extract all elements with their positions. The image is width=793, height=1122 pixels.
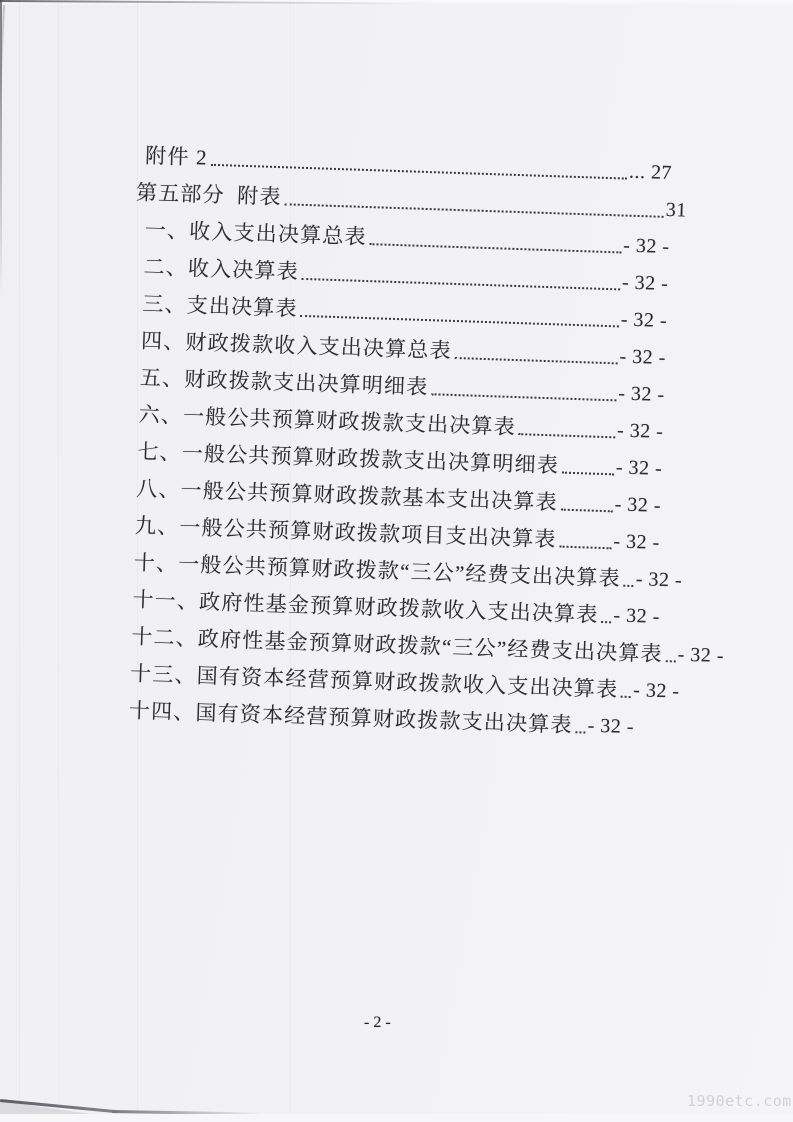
toc-entry-label: 六、一般公共预算财政拨款支出决算表 [138,402,517,440]
dot-leader [431,393,616,401]
toc-entry-page: - 32 - [613,604,661,628]
dot-leader [621,696,631,698]
toc-entry-label: 第五部分 附表 [135,180,283,210]
dot-leader [601,621,611,623]
toc-entry-page: - 32 - [615,456,663,480]
toc-entry-page: - 32 - [616,419,664,443]
toc-entry-label: 四、财政拨款收入支出决算总表 [140,328,453,363]
toc-entry-label: 十四、国有资本经营预算财政拨款支出决算表 [128,698,574,738]
toc-entry-page: - 32 - [617,382,666,406]
scan-vertical-crease [58,0,59,1122]
dot-leader [575,731,585,733]
toc-entry-label: 十三、国有资本经营预算财政拨款收入支出决算表 [129,661,619,702]
toc-entry-label: 八、一般公共预算财政拨款基本支出决算表 [135,476,559,515]
toc-entry-label: 七、一般公共预算财政拨款支出决算明细表 [137,439,560,478]
toc-entry-page: - 32 - [587,714,635,739]
dot-leader [455,357,618,364]
page-number: - 2 - [364,1014,391,1031]
toc-entry-page: - 32 - [622,234,670,259]
toc-entry-label: 三、支出决算表 [141,291,299,321]
toc-entry-label: 十二、政府性基金预算财政拨款“三公”经费支出决算表 [130,624,664,667]
toc-entry-page: 31 [665,198,688,222]
dot-leader [562,472,614,476]
dot-leader [519,433,615,438]
toc-entry-label: 二、收入决算表 [143,254,300,284]
dot-leader [559,546,611,550]
toc-entry-label: 附件 2 [144,143,209,170]
toc-entry-label: 五、财政拨款支出决算明细表 [139,365,429,400]
toc-entry-label: 十、一般公共预算财政拨款“三公”经费支出决算表 [133,550,622,591]
dot-leader [665,660,675,662]
toc-entry-label: 十一、政府性基金预算财政拨款收入支出决算表 [132,587,599,627]
dot-leader [561,509,613,513]
toc-entry-page: - 32 - [635,568,683,592]
toc-entry-page: - 32 - [632,679,680,703]
table-of-contents [107,134,725,744]
toc-entry-page: - 32 - [614,493,662,517]
toc-entry-page: ... 27 [628,160,673,185]
toc-entry-page: - 32 - [613,530,661,554]
toc-entry-page: - 32 - [621,271,669,296]
toc-entry-label: 一、收入支出决算总表 [144,217,368,249]
toc-entry-page: - 32 - [619,345,667,369]
toc-entry-page: - 32 - [677,643,725,668]
dot-leader [369,243,621,253]
scan-bottom-paper-edge [0,1114,793,1122]
site-watermark: 1990etc.com [687,1092,792,1110]
dot-leader [624,585,634,587]
toc-entry-label: 九、一般公共预算财政拨款项目支出决算表 [134,513,558,552]
toc-entry-page: - 32 - [620,308,668,333]
scan-vertical-crease [19,0,20,1122]
